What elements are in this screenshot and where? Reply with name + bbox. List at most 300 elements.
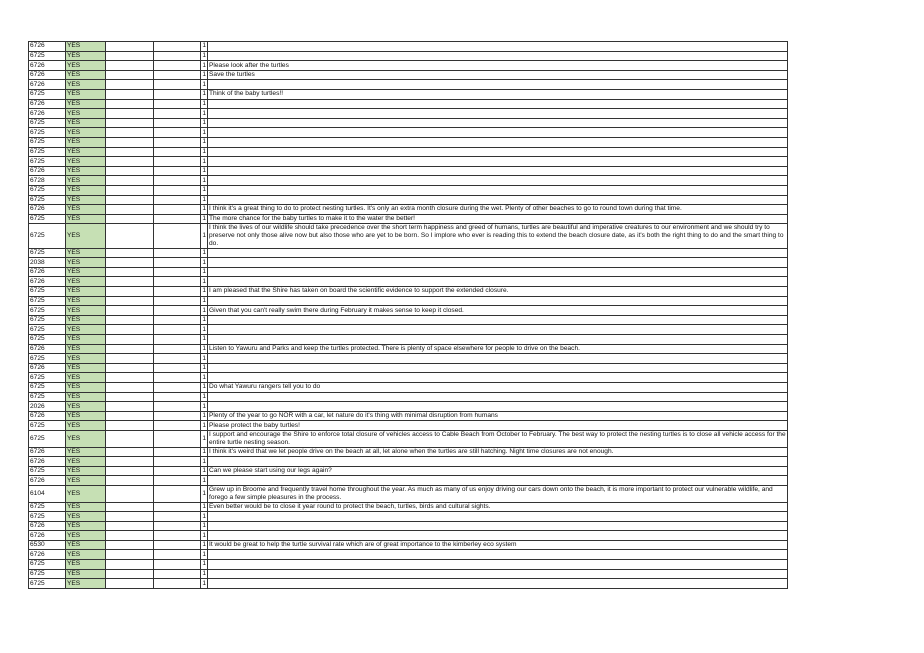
- support-cell: YES: [66, 560, 106, 570]
- empty-cell: [106, 166, 154, 176]
- postcode-cell: 6726: [29, 109, 66, 119]
- empty-cell: [154, 411, 201, 421]
- empty-cell: [106, 421, 154, 431]
- table-row: [29, 80, 788, 90]
- count-cell: 1: [201, 224, 208, 248]
- support-cell: YES: [66, 335, 106, 345]
- table-row: [29, 502, 788, 512]
- count-cell: 1: [201, 430, 208, 447]
- support-cell: YES: [66, 258, 106, 268]
- empty-cell: [154, 502, 201, 512]
- table-row: [29, 344, 788, 354]
- postcode-cell: 6725: [29, 502, 66, 512]
- count-cell: 1: [202, 99, 206, 107]
- support-cell: YES: [66, 185, 106, 195]
- comment-cell: [208, 325, 788, 335]
- empty-cell: [154, 476, 201, 486]
- postcode-cell: 6726: [29, 411, 66, 421]
- comment-cell: Save the turtles: [208, 70, 788, 80]
- empty-cell: [154, 512, 201, 522]
- support-cell: YES: [66, 89, 106, 99]
- empty-cell: [154, 579, 201, 589]
- postcode-cell: 6725: [29, 248, 66, 258]
- postcode-cell: 6725: [29, 287, 66, 297]
- empty-cell: [106, 344, 154, 354]
- support-cell: YES: [66, 157, 106, 167]
- comment-cell: [208, 579, 788, 589]
- postcode-cell: 6725: [29, 185, 66, 195]
- comment-cell: Plenty of the year to go NOR with a car, let nature do it's thing with minimal disruption from humans: [208, 411, 788, 421]
- comment-cell: [208, 354, 788, 364]
- comment-cell: [208, 51, 788, 61]
- empty-cell: [106, 70, 154, 80]
- count-cell: 1: [202, 138, 206, 146]
- empty-cell: [106, 157, 154, 167]
- support-cell: YES: [66, 457, 106, 467]
- empty-cell: [154, 569, 201, 579]
- support-cell: YES: [66, 118, 106, 128]
- empty-cell: [154, 166, 201, 176]
- comment-cell: [208, 147, 788, 157]
- support-cell: YES: [66, 306, 106, 316]
- empty-cell: [154, 447, 201, 457]
- empty-cell: [106, 315, 154, 325]
- count-cell: 1: [202, 258, 206, 266]
- empty-cell: [154, 267, 201, 277]
- table-row: [29, 531, 788, 541]
- empty-cell: [154, 61, 201, 71]
- support-cell: YES: [66, 325, 106, 335]
- submissions-table: [28, 41, 788, 589]
- postcode-cell: 6725: [29, 512, 66, 522]
- postcode-cell: 6726: [29, 277, 66, 287]
- table-row: [29, 185, 788, 195]
- empty-cell: [106, 109, 154, 119]
- count-cell: 1: [202, 522, 206, 530]
- empty-cell: [154, 531, 201, 541]
- table-row: [29, 402, 788, 412]
- empty-cell: [106, 205, 154, 215]
- empty-cell: [106, 382, 154, 392]
- comment-cell: [208, 185, 788, 195]
- table-row: [29, 118, 788, 128]
- comment-cell: [208, 128, 788, 138]
- comment-cell: I support and encourage the Shire to enforce total closure of vehicles access to Cable Beach from October to February. The best way to protect the nesting turtles is to close all vehicle access for the entire turtle nesting season.: [209, 430, 786, 446]
- postcode-cell: 6726: [29, 531, 66, 541]
- support-cell: YES: [66, 344, 106, 354]
- comment-cell: I think it's weird that we let people drive on the beach at all, let alone when the turtles are still hatching. Night time closures are not enough.: [208, 447, 788, 457]
- empty-cell: [154, 99, 201, 109]
- postcode-cell: 6725: [29, 195, 66, 205]
- count-cell: 1: [202, 392, 206, 400]
- table-row: [29, 560, 788, 570]
- empty-cell: [106, 267, 154, 277]
- empty-cell: [154, 521, 201, 531]
- postcode-cell: 6726: [29, 99, 66, 109]
- comment-cell: [208, 512, 788, 522]
- empty-cell: [154, 421, 201, 431]
- table-row: [29, 224, 788, 248]
- postcode-cell: 6726: [29, 70, 66, 80]
- empty-cell: [106, 42, 154, 52]
- support-cell: YES: [66, 224, 106, 248]
- empty-cell: [106, 579, 154, 589]
- table-row: [29, 521, 788, 531]
- comment-cell: Even better would be to close it year round to protect the beach, turtles, birds and cultural sights.: [208, 502, 788, 512]
- support-cell: YES: [66, 373, 106, 383]
- count-cell: 1: [202, 412, 206, 420]
- postcode-cell: 6725: [29, 224, 66, 248]
- support-cell: YES: [66, 42, 106, 52]
- comment-cell: [208, 363, 788, 373]
- comment-cell: [208, 315, 788, 325]
- postcode-cell: 6726: [29, 550, 66, 560]
- comment-cell: Given that you can't really swim there during February it makes sense to keep it closed.: [208, 306, 788, 316]
- table-row: [29, 457, 788, 467]
- count-cell: 1: [202, 249, 206, 257]
- count-cell: 1: [202, 541, 206, 549]
- comment-cell: [208, 560, 788, 570]
- empty-cell: [106, 325, 154, 335]
- empty-cell: [106, 411, 154, 421]
- comment-cell: [208, 521, 788, 531]
- support-cell: YES: [66, 354, 106, 364]
- comment-cell: I am pleased that the Shire has taken on board the scientific evidence to support the extended closure.: [208, 287, 788, 297]
- empty-cell: [106, 89, 154, 99]
- table-row: [29, 430, 788, 447]
- empty-cell: [106, 248, 154, 258]
- empty-cell: [106, 128, 154, 138]
- count-cell: 1: [202, 109, 206, 117]
- comment-cell: [208, 80, 788, 90]
- table-row: [29, 205, 788, 215]
- count-cell: 1: [202, 335, 206, 343]
- count-cell: 1: [202, 195, 206, 203]
- table-row: [29, 382, 788, 392]
- support-cell: YES: [66, 287, 106, 297]
- table-row: [29, 287, 788, 297]
- comment-cell: [208, 99, 788, 109]
- table-row: [29, 485, 788, 502]
- support-cell: YES: [66, 61, 106, 71]
- empty-cell: [106, 296, 154, 306]
- empty-cell: [154, 157, 201, 167]
- support-cell: YES: [66, 382, 106, 392]
- table-row: [29, 392, 788, 402]
- comment-cell: [208, 109, 788, 119]
- support-cell: YES: [66, 277, 106, 287]
- table-row: [29, 411, 788, 421]
- postcode-cell: 6725: [29, 147, 66, 157]
- postcode-cell: 6726: [29, 205, 66, 215]
- comment-cell: [208, 476, 788, 486]
- count-cell: 1: [202, 531, 206, 539]
- empty-cell: [106, 466, 154, 476]
- postcode-cell: 6725: [29, 430, 66, 447]
- empty-cell: [154, 315, 201, 325]
- empty-cell: [154, 70, 201, 80]
- comment-cell: Do what Yawuru rangers tell you to do: [208, 382, 788, 392]
- empty-cell: [106, 402, 154, 412]
- table-row: [29, 99, 788, 109]
- support-cell: YES: [66, 402, 106, 412]
- postcode-cell: 6725: [29, 118, 66, 128]
- empty-cell: [154, 540, 201, 550]
- comment-cell: I think the lives of our wildlife should take precedence over the short term happiness and greed of humans, turtles are beautiful and imperative creatures to our environment and we should try to preserve not only those alive now but also those who are yet to be born. So I implore who ever is reading this to extend the beach closure date, as it's both the right thing to do and the smart thing to do.: [208, 224, 788, 248]
- count-cell: 1: [202, 71, 206, 79]
- comment-cell: [208, 267, 788, 277]
- count-cell: 1: [202, 550, 206, 558]
- comment-cell: [208, 277, 788, 287]
- support-cell: YES: [66, 430, 106, 447]
- postcode-cell: 6726: [29, 267, 66, 277]
- empty-cell: [154, 258, 201, 268]
- empty-cell: [106, 354, 154, 364]
- support-cell: YES: [66, 531, 106, 541]
- submissions-table-body: [29, 42, 788, 589]
- empty-cell: [154, 373, 201, 383]
- empty-cell: [154, 147, 201, 157]
- empty-cell: [106, 512, 154, 522]
- empty-cell: [154, 185, 201, 195]
- table-row: [29, 306, 788, 316]
- table-row: [29, 579, 788, 589]
- comment-cell: Please protect the baby turtles!: [208, 421, 788, 431]
- support-cell: YES: [66, 99, 106, 109]
- support-cell: YES: [66, 540, 106, 550]
- count-cell: 1: [202, 80, 206, 88]
- empty-cell: [106, 560, 154, 570]
- table-row: [29, 466, 788, 476]
- empty-cell: [106, 214, 154, 224]
- postcode-cell: 6725: [29, 325, 66, 335]
- empty-cell: [106, 485, 154, 502]
- count-cell: 1: [202, 268, 206, 276]
- support-cell: YES: [66, 550, 106, 560]
- empty-cell: [154, 80, 201, 90]
- empty-cell: [106, 224, 154, 248]
- empty-cell: [154, 392, 201, 402]
- table-row: [29, 354, 788, 364]
- empty-cell: [154, 176, 201, 186]
- postcode-cell: 6726: [29, 166, 66, 176]
- empty-cell: [154, 214, 201, 224]
- table-row: [29, 147, 788, 157]
- count-cell: 1: [202, 476, 206, 484]
- count-cell: 1: [202, 128, 206, 136]
- comment-cell: [208, 137, 788, 147]
- support-cell: YES: [66, 128, 106, 138]
- count-cell: 1: [202, 287, 206, 295]
- empty-cell: [106, 277, 154, 287]
- empty-cell: [154, 306, 201, 316]
- postcode-cell: 6725: [29, 335, 66, 345]
- table-row: [29, 315, 788, 325]
- count-cell: 1: [202, 383, 206, 391]
- support-cell: YES: [66, 296, 106, 306]
- empty-cell: [154, 485, 201, 502]
- support-cell: YES: [66, 166, 106, 176]
- comment-cell: Can we please start using our legs again?: [208, 466, 788, 476]
- count-cell: 1: [202, 421, 206, 429]
- table-row: [29, 296, 788, 306]
- postcode-cell: 6725: [29, 579, 66, 589]
- postcode-cell: 6725: [29, 466, 66, 476]
- count-cell: 1: [202, 502, 206, 510]
- empty-cell: [106, 569, 154, 579]
- postcode-cell: 6726: [29, 42, 66, 52]
- postcode-cell: 6725: [29, 382, 66, 392]
- empty-cell: [154, 277, 201, 287]
- postcode-cell: 6725: [29, 354, 66, 364]
- empty-cell: [154, 128, 201, 138]
- empty-cell: [154, 89, 201, 99]
- table-row: [29, 335, 788, 345]
- comment-cell: [208, 550, 788, 560]
- comment-cell: [208, 195, 788, 205]
- empty-cell: [106, 306, 154, 316]
- support-cell: YES: [66, 214, 106, 224]
- empty-cell: [106, 118, 154, 128]
- comment-cell: [208, 42, 788, 52]
- count-cell: 1: [202, 61, 206, 69]
- postcode-cell: 6725: [29, 560, 66, 570]
- comment-cell: I think it's a great thing to do to protect nesting turtles. It's only an extra month closure during the wet. Plenty of other beaches to go to round town during that time.: [208, 205, 788, 215]
- empty-cell: [106, 502, 154, 512]
- empty-cell: [106, 521, 154, 531]
- empty-cell: [154, 118, 201, 128]
- empty-cell: [106, 550, 154, 560]
- comment-cell: [208, 402, 788, 412]
- support-cell: YES: [66, 51, 106, 61]
- empty-cell: [106, 137, 154, 147]
- empty-cell: [154, 109, 201, 119]
- support-cell: YES: [66, 466, 106, 476]
- comment-cell: [208, 176, 788, 186]
- table-row: [29, 277, 788, 287]
- postcode-cell: 6726: [29, 521, 66, 531]
- postcode-cell: 6726: [29, 363, 66, 373]
- count-cell: 1: [202, 457, 206, 465]
- comment-cell: The more chance for the baby turtles to make it to the water the better!: [208, 214, 788, 224]
- empty-cell: [106, 476, 154, 486]
- support-cell: YES: [66, 579, 106, 589]
- count-cell: 1: [202, 176, 206, 184]
- postcode-cell: 6725: [29, 373, 66, 383]
- count-cell: 1: [202, 277, 206, 285]
- empty-cell: [106, 531, 154, 541]
- postcode-cell: 6725: [29, 137, 66, 147]
- table-row: [29, 89, 788, 99]
- table-row: [29, 248, 788, 258]
- count-cell: 1: [202, 205, 206, 213]
- postcode-cell: 6726: [29, 80, 66, 90]
- comment-cell: Listen to Yawuru and Parks and keep the turtles protected. There is plenty of space elsewhere for people to drive on the beach.: [208, 344, 788, 354]
- table-row: [29, 540, 788, 550]
- table-row: [29, 476, 788, 486]
- count-cell: 1: [202, 147, 206, 155]
- empty-cell: [106, 363, 154, 373]
- count-cell: 1: [202, 579, 206, 587]
- count-cell: 1: [202, 51, 206, 59]
- empty-cell: [154, 457, 201, 467]
- empty-cell: [154, 560, 201, 570]
- table-row: [29, 447, 788, 457]
- empty-cell: [106, 392, 154, 402]
- support-cell: YES: [66, 267, 106, 277]
- postcode-cell: 6725: [29, 315, 66, 325]
- comment-cell: Please look after the turtles: [208, 61, 788, 71]
- empty-cell: [106, 185, 154, 195]
- count-cell: 1: [202, 373, 206, 381]
- count-cell: 1: [202, 560, 206, 568]
- table-row: [29, 258, 788, 268]
- comment-cell: [208, 258, 788, 268]
- postcode-cell: 6530: [29, 540, 66, 550]
- empty-cell: [154, 354, 201, 364]
- count-cell: 1: [202, 402, 206, 410]
- comment-cell: It would be great to help the turtle survival rate which are of great importance to the kimberley eco system: [208, 540, 788, 550]
- empty-cell: [154, 224, 201, 248]
- support-cell: YES: [66, 447, 106, 457]
- count-cell: 1: [202, 215, 206, 223]
- table-row: [29, 109, 788, 119]
- postcode-cell: 6725: [29, 157, 66, 167]
- table-row: [29, 550, 788, 560]
- postcode-cell: 2038: [29, 258, 66, 268]
- table-row: [29, 157, 788, 167]
- count-cell: 1: [202, 467, 206, 475]
- empty-cell: [154, 325, 201, 335]
- postcode-cell: 6725: [29, 89, 66, 99]
- table-row: [29, 51, 788, 61]
- count-cell: 1: [202, 364, 206, 372]
- empty-cell: [106, 61, 154, 71]
- empty-cell: [154, 430, 201, 447]
- empty-cell: [154, 137, 201, 147]
- count-cell: 1: [202, 512, 206, 520]
- empty-cell: [154, 382, 201, 392]
- empty-cell: [106, 258, 154, 268]
- empty-cell: [154, 296, 201, 306]
- count-cell: 1: [202, 167, 206, 175]
- postcode-cell: 6725: [29, 296, 66, 306]
- comment-cell: [208, 296, 788, 306]
- empty-cell: [106, 373, 154, 383]
- postcode-cell: 6726: [29, 61, 66, 71]
- empty-cell: [106, 447, 154, 457]
- support-cell: YES: [66, 521, 106, 531]
- table-row: [29, 214, 788, 224]
- postcode-cell: 6726: [29, 457, 66, 467]
- support-cell: YES: [66, 392, 106, 402]
- count-cell: 1: [202, 447, 206, 455]
- postcode-cell: 6728: [29, 176, 66, 186]
- empty-cell: [154, 205, 201, 215]
- postcode-cell: 6726: [29, 344, 66, 354]
- comment-cell: [208, 157, 788, 167]
- table-row: [29, 128, 788, 138]
- table-row: [29, 70, 788, 80]
- table-row: [29, 195, 788, 205]
- support-cell: YES: [66, 70, 106, 80]
- table-row: [29, 42, 788, 52]
- support-cell: YES: [66, 176, 106, 186]
- empty-cell: [106, 430, 154, 447]
- support-cell: YES: [66, 205, 106, 215]
- empty-cell: [106, 195, 154, 205]
- postcode-cell: 6725: [29, 392, 66, 402]
